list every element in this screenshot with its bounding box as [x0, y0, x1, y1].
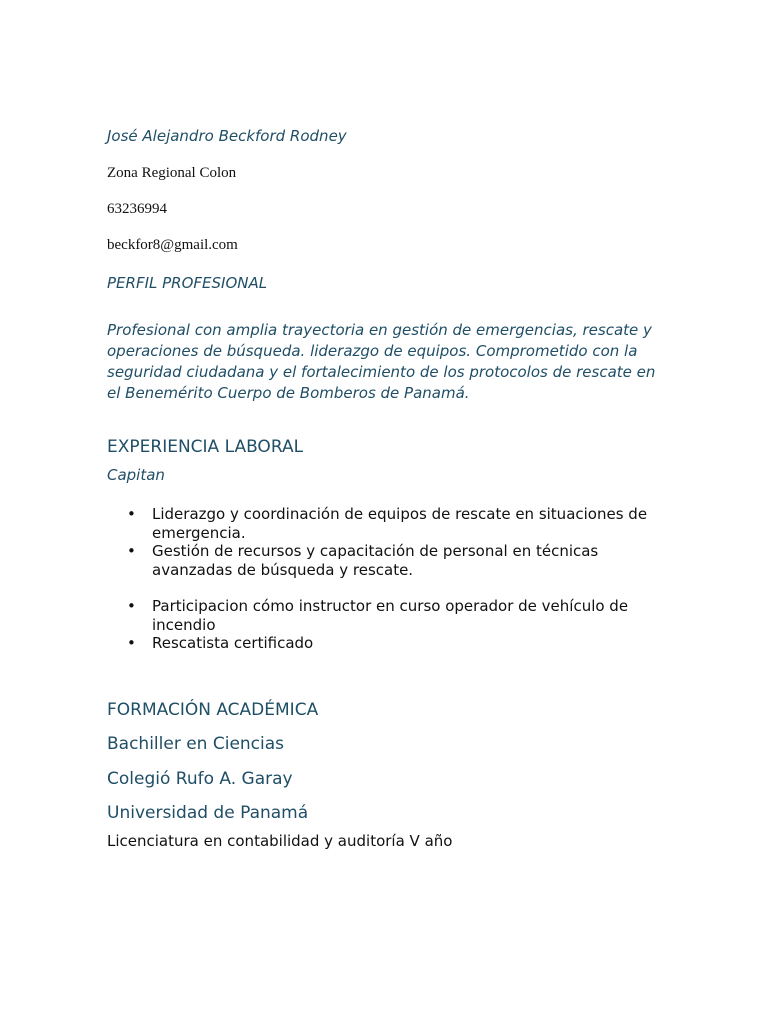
bullet-text: Gestión de recursos y capacitación de personal en técnicas avanzadas de búsqueda y rescate. [152, 542, 599, 579]
experience-role: Capitan [107, 466, 165, 484]
education-item: Bachiller en Ciencias [107, 734, 285, 754]
bullet-text: Liderazgo y coordinación de equipos de rescate en situaciones de emergencia. [152, 505, 648, 542]
education-item: Colegió Rufo A. Garay [107, 769, 293, 789]
list-item [107, 597, 667, 634]
bullet-icon: • [127, 597, 136, 615]
bullet-text: Participacion cómo instructor en curso operador de vehículo de incendio [152, 597, 629, 634]
education-item: Universidad de Panamá [107, 803, 309, 823]
bullet-icon: • [127, 505, 136, 523]
bullet-icon: • [127, 542, 136, 560]
education-heading: FORMACIÓN ACADÉMICA [107, 700, 319, 720]
list-item [107, 542, 667, 579]
list-item [107, 505, 667, 542]
bullet-text: Rescatista certificado [152, 634, 314, 652]
experience-bullet-list [107, 505, 667, 653]
experience-heading: EXPERIENCIA LABORAL [107, 437, 304, 457]
education-detail: Licenciatura en contabilidad y auditoría V año [107, 832, 453, 850]
profile-text: Profesional con amplia trayectoria en gestión de emergencias, rescate y operaciones de búsqueda. liderazgo de equipos. Comprometido con la seguridad ciudadana y el fortalecimiento de los protocolos de rescate en el Benemérito Cuerpo de Bomberos de Panamá. [107, 321, 656, 402]
contact-region: Zona Regional Colon [107, 165, 237, 181]
list-item [107, 634, 667, 653]
candidate-name: José Alejandro Beckford Rodney [107, 127, 347, 145]
bullet-icon: • [127, 634, 136, 652]
contact-phone: 63236994 [107, 201, 167, 217]
profile-heading: PERFIL PROFESIONAL [107, 274, 268, 292]
contact-email: beckfor8@gmail.com [107, 237, 238, 253]
